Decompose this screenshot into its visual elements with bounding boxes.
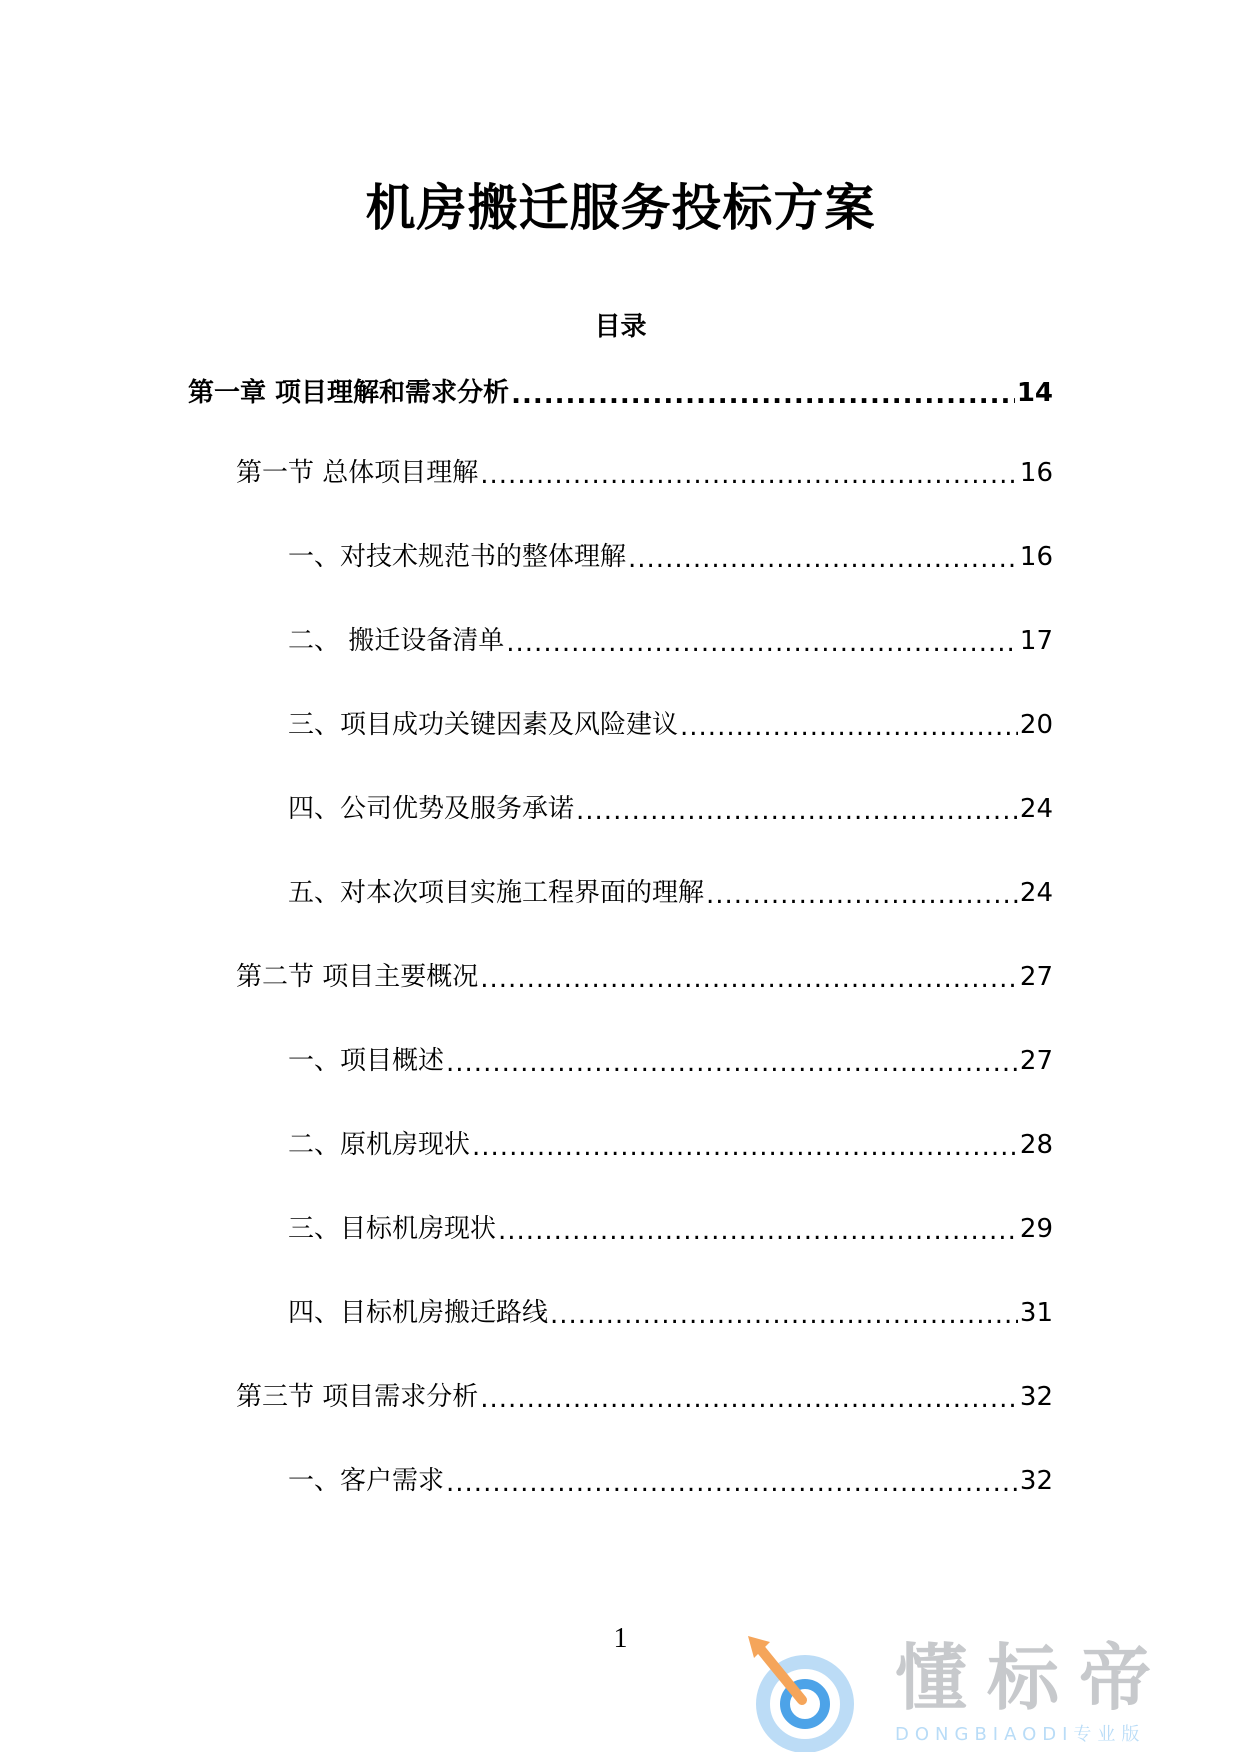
toc-entry-page: 32: [1019, 1382, 1053, 1412]
toc-entry-page: 17: [1019, 626, 1053, 656]
dot-leader: [480, 1384, 1018, 1415]
toc-entry-item[interactable]: [288, 1298, 1053, 1329]
toc-entry-item[interactable]: [288, 542, 1053, 573]
dot-leader: [446, 1468, 1018, 1499]
document-title: 机房搬迁服务投标方案: [365, 179, 876, 237]
toc-entry-label: 一、项目概述: [288, 1046, 445, 1076]
toc-entry-item[interactable]: [288, 1046, 1053, 1077]
toc-entry-page: 16: [1019, 542, 1053, 572]
dot-leader: [480, 964, 1018, 995]
toc-entry-item[interactable]: [288, 1466, 1053, 1497]
toc-entry-label: 第一节 总体项目理解: [236, 458, 479, 488]
toc-entry-label: 二、 搬迁设备清单: [288, 626, 505, 656]
toc-entry-item[interactable]: [288, 710, 1053, 741]
toc-entry-item[interactable]: [288, 626, 1053, 657]
target-arrow-logo-icon: [740, 1634, 890, 1752]
toc-entry-label: 四、目标机房搬迁路线: [288, 1298, 549, 1328]
dot-leader: [576, 796, 1018, 827]
toc-entry-chapter-1[interactable]: [188, 378, 1053, 409]
toc-entry-page: 27: [1019, 1046, 1053, 1076]
dot-leader: [680, 712, 1018, 743]
watermark-brand-name: 懂标帝: [895, 1636, 1172, 1720]
toc-entry-label: 第三节 项目需求分析: [236, 1382, 479, 1412]
toc-entry-label: 二、原机房现状: [288, 1130, 471, 1160]
dot-leader: [706, 880, 1018, 911]
toc-entry-page: 31: [1019, 1298, 1053, 1328]
toc-entry-page: 24: [1019, 878, 1053, 908]
toc-entry-page: 20: [1019, 710, 1053, 740]
toc-entry-label: 第二节 项目主要概况: [236, 962, 479, 992]
toc-entry-label: 一、对技术规范书的整体理解: [288, 542, 627, 572]
toc-entry-label: 五、对本次项目实施工程界面的理解: [288, 878, 705, 908]
toc-entry-label: 三、目标机房现状: [288, 1214, 497, 1244]
toc-entry-section-2[interactable]: [236, 962, 1053, 993]
dot-leader: [511, 380, 1015, 411]
toc-entry-page: 27: [1019, 962, 1053, 992]
toc-entry-item[interactable]: [288, 878, 1053, 909]
toc-heading: 目录: [594, 312, 647, 342]
toc-entry-label: 三、项目成功关键因素及风险建议: [288, 710, 679, 740]
dot-leader: [472, 1132, 1018, 1163]
toc-entry-page: 29: [1019, 1214, 1053, 1244]
toc-entry-item[interactable]: [288, 1130, 1053, 1161]
dot-leader: [480, 460, 1018, 491]
watermark: [740, 1634, 1230, 1752]
dot-leader: [446, 1048, 1018, 1079]
toc-entry-page: 16: [1019, 458, 1053, 488]
dot-leader: [506, 628, 1018, 659]
toc-entry-item[interactable]: [288, 1214, 1053, 1245]
toc-entry-page: 28: [1019, 1130, 1053, 1160]
toc-entry-label: 第一章 项目理解和需求分析: [188, 378, 510, 408]
dot-leader: [498, 1216, 1018, 1247]
toc-entry-section-1[interactable]: [236, 458, 1053, 489]
dot-leader: [628, 544, 1018, 575]
watermark-brand-subtitle: DONGBIAODI专业版: [895, 1724, 1146, 1745]
toc-entry-section-3[interactable]: [236, 1382, 1053, 1413]
toc-entry-page: 32: [1019, 1466, 1053, 1496]
toc-entry-page: 14: [1016, 378, 1053, 408]
toc-entry-label: 一、客户需求: [288, 1466, 445, 1496]
toc-entry-page: 24: [1019, 794, 1053, 824]
dot-leader: [550, 1300, 1018, 1331]
toc-entry-item[interactable]: [288, 794, 1053, 825]
toc-entry-label: 四、公司优势及服务承诺: [288, 794, 575, 824]
page-number: 1: [613, 1623, 628, 1654]
